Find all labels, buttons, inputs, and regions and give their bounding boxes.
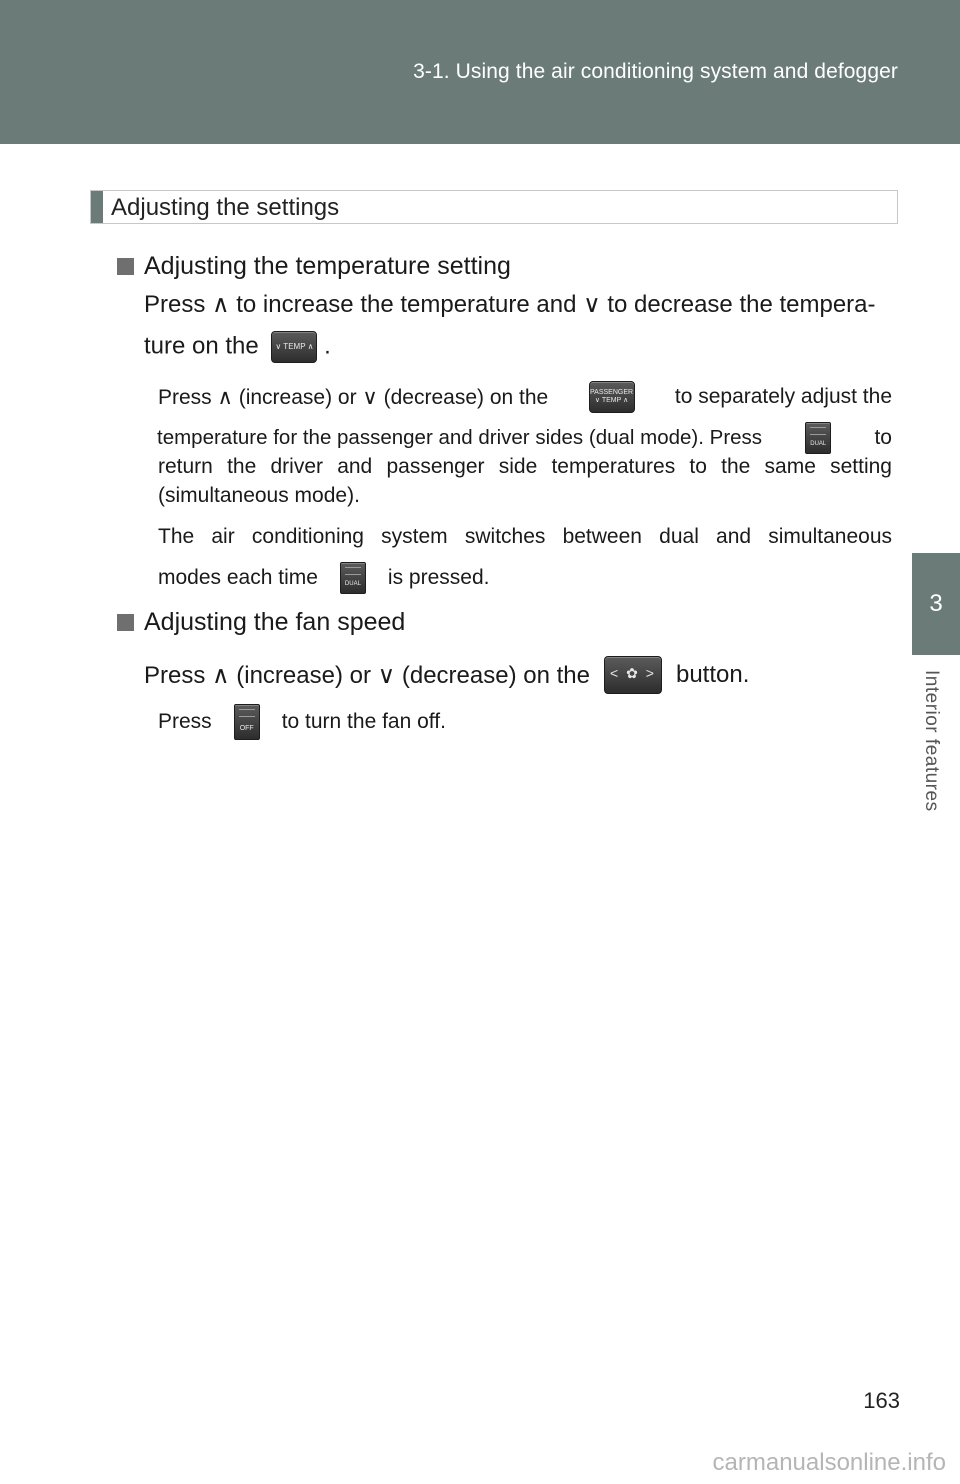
temp-heading — [117, 252, 511, 281]
temp-para1-line2b: to — [874, 426, 892, 449]
section-title-box — [90, 190, 898, 224]
temp-para1-line1a: Press ∧ (increase) or ∨ (decrease) on the — [158, 385, 549, 409]
fan-para — [158, 704, 446, 740]
temp-para2-line2b: is pressed. — [387, 566, 490, 589]
chapter-number: 3 — [929, 590, 943, 617]
temp-para2-line1: The air conditioning system switches between dual and simultaneous — [158, 525, 892, 548]
temp-para1-line1 — [158, 381, 892, 413]
chapter-tab — [912, 553, 960, 655]
temp-button-label: ∨ TEMP ∧ — [275, 342, 314, 351]
fan-line-1b: button. — [675, 661, 750, 688]
temp-para1-line3: return the driver and passenger side temperatures to the same setting — [158, 455, 892, 478]
fan-heading-text: Adjusting the fan speed — [144, 608, 406, 636]
temp-line-1: Press ∧ to increase the temperature and ∨ to decrease the tempera- — [144, 291, 876, 318]
fan-button-label: < ✿ > — [610, 665, 656, 681]
fan-off-button-label: OFF — [239, 725, 254, 732]
dual-button-icon-2 — [340, 562, 366, 594]
dual-button-label-2: DUAL — [344, 581, 361, 587]
temp-para1-line1b: to separately adjust the — [674, 385, 892, 408]
temp-para1-line4: (simultaneous mode). — [158, 484, 360, 507]
dual-button-icon — [805, 422, 831, 454]
fan-button-icon — [604, 656, 662, 694]
fan-para-a: Press — [158, 710, 212, 733]
temp-para2-line2 — [158, 562, 489, 594]
temp-button-icon — [271, 331, 317, 363]
temp-line-2 — [144, 331, 331, 363]
temp-para2-line2a: modes each time — [158, 566, 318, 589]
chapter-label: Interior features — [921, 670, 942, 812]
temp-line-2a: ture on the — [144, 332, 259, 360]
watermark: carmanualsonline.info — [712, 1449, 946, 1476]
passenger-temp-button-icon — [589, 381, 635, 413]
section-title: Adjusting the settings — [111, 194, 340, 221]
temp-para1-line2a: temperature for the passenger and driver sides (dual mode). Press — [157, 426, 763, 449]
page-number: 163 — [863, 1388, 900, 1413]
temp-line-2b: . — [324, 332, 331, 360]
dual-button-label: DUAL — [810, 441, 827, 447]
passenger-temp-button-label: PASSENGER ∨ TEMP ∧ — [590, 389, 634, 404]
header-title: 3-1. Using the air conditioning system and defogger — [413, 60, 898, 83]
fan-para-b: to turn the fan off. — [281, 710, 446, 733]
temp-heading-text: Adjusting the temperature setting — [144, 252, 511, 280]
heading-square-icon-2 — [117, 614, 134, 631]
temp-para1-line2 — [157, 422, 892, 454]
page-header — [0, 0, 960, 144]
fan-line-1a: Press ∧ (increase) or ∨ (decrease) on the — [144, 661, 590, 689]
fan-line-1 — [144, 656, 749, 694]
fan-heading — [117, 608, 405, 637]
section-title-bar — [91, 191, 103, 223]
heading-square-icon — [117, 258, 134, 275]
fan-off-button-icon — [234, 704, 260, 740]
